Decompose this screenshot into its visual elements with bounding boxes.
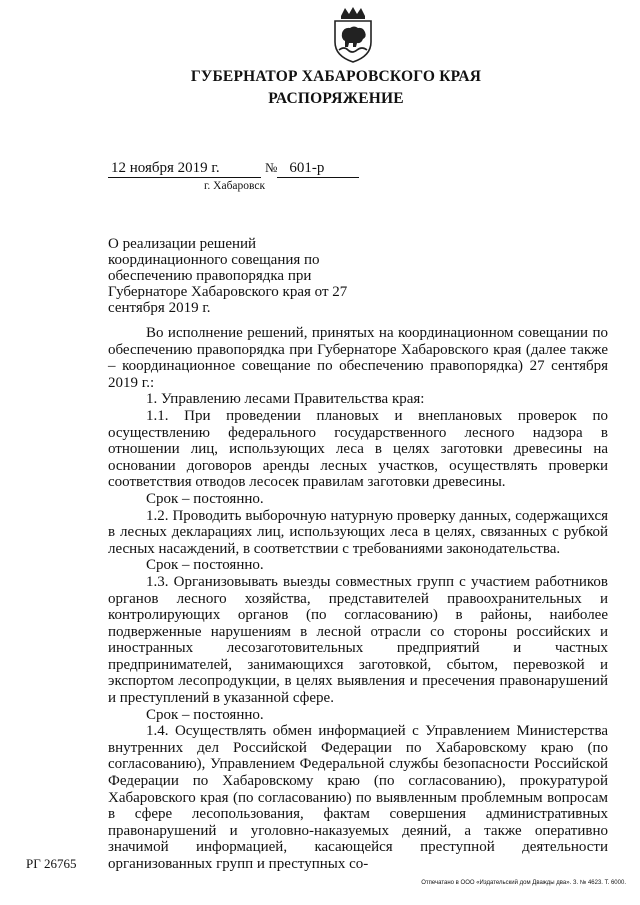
body-paragraph: 1. Управлению лесами Правительства края: <box>146 391 425 408</box>
body-paragraph: Срок – постоянно. <box>146 490 264 507</box>
governor-title: ГУБЕРНАТОР ХАБАРОВСКОГО КРАЯ <box>190 68 482 85</box>
document-subject: О реализации решений координационного совещания по обеспечению правопорядка при Губернаторе Хабаровского края от 27 сентября 2019 г. <box>108 236 348 316</box>
document-number: 601-р <box>277 160 359 178</box>
body-paragraph: Срок – постоянно. <box>146 557 264 574</box>
registration-code: РГ 26765 <box>26 856 77 871</box>
body-paragraph: Срок – постоянно. <box>146 706 264 723</box>
number-sign: № <box>265 160 278 175</box>
body-paragraph: 1.3. Организовывать выезды совместных групп с участием работников органов лесного хозяйства, представителей правоохранительных и контролирующих органов (по согласованию) в районы, наиболее подверженные нарушениям в лесной отрасли со стороны российских и иностранных лесозаготовительных предприятий и частных предпринимателей, занимающихся заготовкой, сбытом, перевозкой и экспортом лесопродукции, в целях выявления и пресечения правонарушений и преступлений в указанной сфере. <box>108 573 608 707</box>
document-body <box>108 325 608 873</box>
document-date: 12 ноября 2019 г. <box>108 160 261 178</box>
body-paragraph: Во исполнение решений, принятых на координационном совещании по обеспечению правопорядка при Губернаторе Хабаровского края (далее также – координационное совещание по обеспечению правопорядка) 27 сентября 2019 г.: <box>108 325 608 391</box>
body-paragraph: 1.1. При проведении плановых и внеплановых проверок по осуществлению федерального государственного лесного надзора в отношении лиц, использующих леса в целях заготовки древесины на основании договоров аренды лесных участков, осуществлять проверки соответствия отводов лесосек правилам заготовки древесины. <box>108 407 608 491</box>
body-paragraph: 1.2. Проводить выборочную натурную проверку данных, содержащихся в лесных декларациях лиц, использующих леса в целях, связанных с рубкой лесных насаждений, в соответствии с требованиями законодательства. <box>108 507 608 557</box>
date-number-line <box>108 160 359 178</box>
document-type: РАСПОРЯЖЕНИЕ <box>268 90 404 107</box>
print-note: Отпечатано в ООО «Издательский дом Дважды два». З. № 4623. Т. 6000. <box>421 880 626 886</box>
khabarovsk-coat-of-arms-icon <box>327 6 379 64</box>
body-paragraph: 1.4. Осуществлять обмен информацией с Управлением Министерства внутренних дел Российской Федерации по Хабаровскому краю (по согласованию), Управлением Федеральной службы безопасности Российской Федерации по Хабаровскому краю (по согласованию), прокуратурой Хабаровского края (по согласованию) по выявленным проблемным вопросам в сфере лесопользования, фактам совершения административных правонарушений и уголовно-наказуемых деяний, а также оперативно значимой информацией, касающейся преступной деятельности организованных групп и преступных со- <box>108 723 608 872</box>
city: г. Хабаровск <box>204 180 266 192</box>
